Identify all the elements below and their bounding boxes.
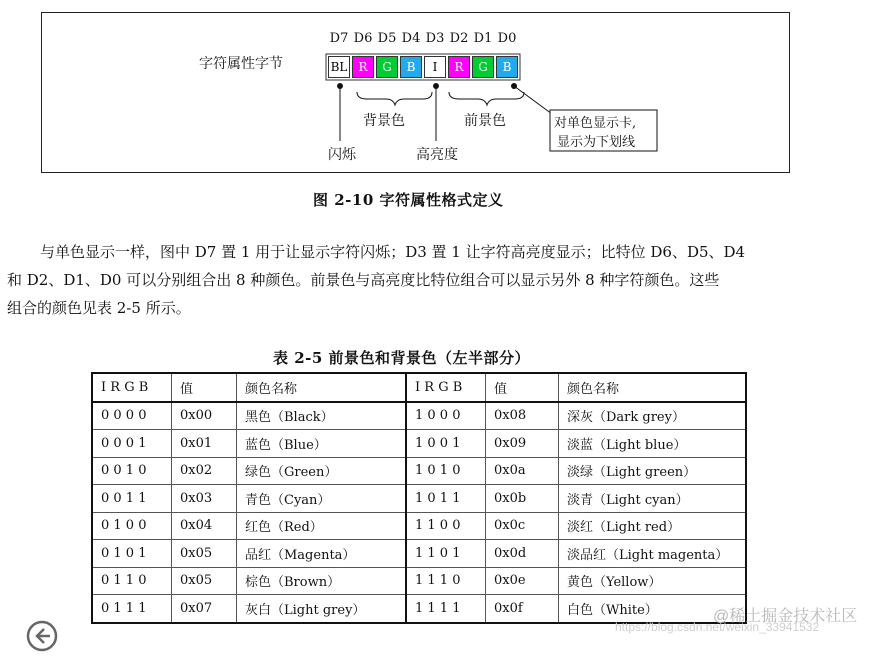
cell-color-name-left: 蓝色（Blue） <box>237 430 407 458</box>
header-irgb-right: I R G B <box>406 373 486 402</box>
bit-label-d2: D2 <box>449 31 469 46</box>
cell-value-right: 0x0c <box>486 512 559 540</box>
mono-note-line2: 显示为下划线 <box>557 135 636 150</box>
bit-label-d4: D4 <box>401 31 421 46</box>
table-row <box>92 485 746 513</box>
cell-irgb-left: 0 0 1 0 <box>92 457 172 485</box>
header-value-right: 值 <box>486 373 559 402</box>
table-row <box>92 457 746 485</box>
intensity-label: 高亮度 <box>416 147 458 163</box>
paragraph-line-2: 和 D2、D1、D0 可以分别组合出 8 种颜色。前景色与高亮度比特位组合可以显示另外 8 种字符颜色。这些 <box>7 271 720 289</box>
header-color-name-left: 颜色名称 <box>237 373 407 402</box>
cell-value-left: 0x05 <box>172 567 237 595</box>
cell-irgb-right: 1 1 1 0 <box>406 567 486 595</box>
table-header-row <box>92 373 746 402</box>
cell-color-name-right: 淡蓝（Light blue） <box>559 430 747 458</box>
cell-color-name-right: 淡青（Light cyan） <box>559 485 747 513</box>
cell-irgb-right: 1 0 0 0 <box>406 402 486 430</box>
bit-label-d6: D6 <box>353 31 373 46</box>
figure-frame <box>41 12 790 173</box>
bit-label-d3: D3 <box>425 31 445 46</box>
cell-irgb-left: 0 1 1 1 <box>92 595 172 623</box>
cell-value-right: 0x0b <box>486 485 559 513</box>
cell-value-right: 0x0f <box>486 595 559 623</box>
cell-irgb-left: 0 1 1 0 <box>92 567 172 595</box>
cell-irgb-right: 1 0 1 0 <box>406 457 486 485</box>
paragraph-line-3: 组合的颜色见表 2-5 所示。 <box>7 299 191 317</box>
cell-color-name-right: 深灰（Dark grey） <box>559 402 747 430</box>
header-value-left: 值 <box>172 373 237 402</box>
bit-cell-d3: I <box>424 56 446 78</box>
cell-irgb-left: 0 0 1 1 <box>92 485 172 513</box>
bit-label-d5: D5 <box>377 31 397 46</box>
underline-line <box>514 86 552 114</box>
table-title: 表 2-5 前景色和背景色（左半部分） <box>273 349 531 367</box>
bit-cell-d4: B <box>400 56 422 78</box>
cell-color-name-right: 淡红（Light red） <box>559 512 747 540</box>
cell-color-name-right: 黄色（Yellow） <box>559 567 747 595</box>
blink-label: 闪烁 <box>328 147 356 163</box>
table-row <box>92 595 746 623</box>
cell-value-left: 0x00 <box>172 402 237 430</box>
cell-value-left: 0x05 <box>172 540 237 568</box>
paragraph-line-1: 与单色显示一样，图中 D7 置 1 用于让显示字符闪烁；D3 置 1 让字符高亮度显示；比特位 D6、D5、D4 <box>40 243 746 261</box>
cell-value-right: 0x08 <box>486 402 559 430</box>
foreground-label: 前景色 <box>464 113 506 129</box>
bit-cell-d7: BL <box>328 56 350 78</box>
table-row <box>92 430 746 458</box>
background-brace <box>357 92 432 105</box>
attribute-byte-label: 字符属性字节 <box>199 56 283 72</box>
cell-color-name-right: 淡品红（Light magenta） <box>559 540 747 568</box>
bit-label-d7: D7 <box>329 31 349 46</box>
background-label: 背景色 <box>363 113 405 129</box>
foreground-brace <box>449 92 524 105</box>
header-color-name-right: 颜色名称 <box>559 373 747 402</box>
cell-irgb-right: 1 1 0 0 <box>406 512 486 540</box>
cell-value-left: 0x01 <box>172 430 237 458</box>
watermark-url: https://blog.csdn.net/weixin_33941532 <box>615 620 820 634</box>
header-irgb-left: I R G B <box>92 373 172 402</box>
cell-color-name-left: 灰白（Light grey） <box>237 595 407 623</box>
cell-value-right: 0x09 <box>486 430 559 458</box>
table-row <box>92 567 746 595</box>
cell-irgb-right: 1 0 0 1 <box>406 430 486 458</box>
cell-irgb-right: 1 0 1 1 <box>406 485 486 513</box>
mono-note-line1: 对单色显示卡, <box>554 116 637 131</box>
back-arrow-svg <box>25 619 59 653</box>
cell-color-name-left: 青色（Cyan） <box>237 485 407 513</box>
cell-color-name-right: 白色（White） <box>559 595 747 623</box>
cell-color-name-right: 淡绿（Light green） <box>559 457 747 485</box>
bit-cell-d5: G <box>376 56 398 78</box>
cell-value-left: 0x02 <box>172 457 237 485</box>
bit-label-d0: D0 <box>497 31 517 46</box>
cell-irgb-left: 0 0 0 0 <box>92 402 172 430</box>
cell-color-name-left: 绿色（Green） <box>237 457 407 485</box>
color-table <box>91 372 747 624</box>
cell-value-right: 0x0d <box>486 540 559 568</box>
bit-cell-border <box>326 54 520 80</box>
cell-value-left: 0x03 <box>172 485 237 513</box>
figure-caption: 图 2-10 字符属性格式定义 <box>313 191 504 209</box>
circle-left-arrow-icon[interactable] <box>25 619 59 657</box>
bit-cell-d2: R <box>448 56 470 78</box>
cell-irgb-right: 1 1 0 1 <box>406 540 486 568</box>
cell-color-name-left: 品红（Magenta） <box>237 540 407 568</box>
cell-irgb-right: 1 1 1 1 <box>406 595 486 623</box>
table-body <box>92 402 746 623</box>
cell-color-name-left: 棕色（Brown） <box>237 567 407 595</box>
bit-label-d1: D1 <box>473 31 493 46</box>
table-row <box>92 512 746 540</box>
cell-value-right: 0x0e <box>486 567 559 595</box>
bit-cell-d0: B <box>496 56 518 78</box>
cell-irgb-left: 0 0 0 1 <box>92 430 172 458</box>
cell-irgb-left: 0 1 0 1 <box>92 540 172 568</box>
cell-color-name-left: 黑色（Black） <box>237 402 407 430</box>
cell-value-left: 0x04 <box>172 512 237 540</box>
bit-cell-d1: G <box>472 56 494 78</box>
cell-value-right: 0x0a <box>486 457 559 485</box>
bit-cell-d6: R <box>352 56 374 78</box>
cell-irgb-left: 0 1 0 0 <box>92 512 172 540</box>
watermark-brand: @稀土掘金技术社区 <box>713 608 858 625</box>
table-row <box>92 540 746 568</box>
table-row <box>92 402 746 430</box>
cell-color-name-left: 红色（Red） <box>237 512 407 540</box>
cell-value-left: 0x07 <box>172 595 237 623</box>
